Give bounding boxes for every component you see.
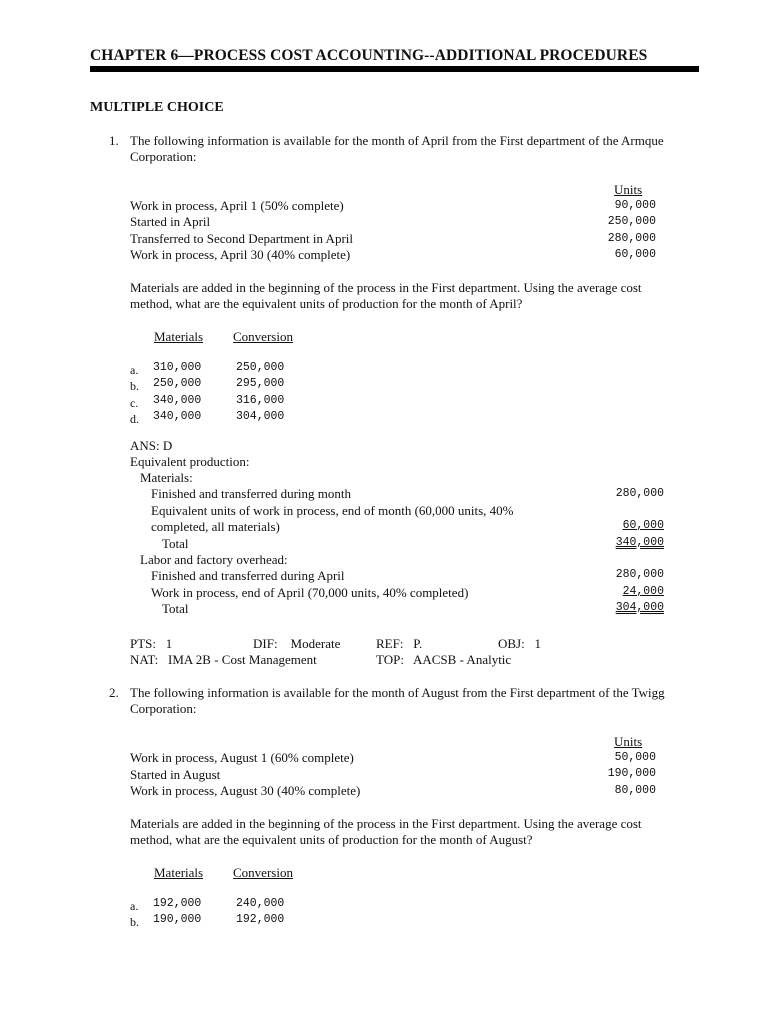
- q1-lab-total-value-wrap: [566, 600, 664, 616]
- q2-question-line1: Materials are added in the beginning of the process in the First department. Using the average cost: [130, 816, 642, 831]
- q1-mat-total-value: 340,000: [615, 536, 664, 549]
- title-rule: [90, 66, 699, 72]
- q1-number: 1.: [109, 133, 119, 148]
- q1-meta-dif: DIF: Moderate: [253, 636, 341, 651]
- q1-option-materials: 340,000: [153, 394, 202, 407]
- q1-option-materials: 250,000: [153, 377, 202, 390]
- q1-mat-wip-line1: Equivalent units of work in process, end of month (60,000 units, 40%: [151, 503, 514, 518]
- q1-lab-total-value: 304,000: [615, 601, 664, 614]
- q2-question-line2: method, what are the equivalent units of production for the month of August?: [130, 832, 533, 847]
- q1-answer: ANS: D: [130, 438, 173, 453]
- q1-row-value: 280,000: [607, 232, 656, 245]
- q1-materials-label: Materials:: [140, 470, 193, 485]
- q2-row-value: 80,000: [614, 784, 656, 797]
- q1-option-letter: d.: [130, 412, 139, 426]
- q1-meta-pts: PTS: 1: [130, 636, 173, 651]
- q1-option-conversion: 316,000: [236, 394, 285, 407]
- q1-lab-wip-value-wrap: [566, 584, 664, 600]
- q2-stem-line2: Corporation:: [130, 701, 197, 716]
- q1-option-letter: b.: [130, 379, 139, 393]
- q2-row-label: Work in process, August 30 (40% complete): [130, 783, 361, 798]
- q2-row-value: 190,000: [607, 767, 656, 780]
- q2-col-materials: Materials: [154, 865, 204, 880]
- q1-stem-line2: Corporation:: [130, 149, 197, 164]
- q2-option-conversion: 192,000: [236, 913, 285, 926]
- q1-mat-total-label: Total: [162, 536, 189, 551]
- section-heading: MULTIPLE CHOICE: [90, 100, 224, 115]
- q1-equiv-production: Equivalent production:: [130, 454, 250, 469]
- q1-row-label: Work in process, April 1 (50% complete): [130, 198, 344, 213]
- q1-row-value: 250,000: [607, 215, 656, 228]
- q1-row-label: Started in April: [130, 214, 211, 229]
- q1-meta-top: TOP: AACSB - Analytic: [376, 652, 512, 667]
- q2-col-conversion: Conversion: [233, 865, 293, 880]
- q1-option-conversion: 250,000: [236, 361, 285, 374]
- q1-units-header: Units: [614, 182, 643, 197]
- q2-option-materials: 192,000: [153, 897, 202, 910]
- q1-option-materials: 310,000: [153, 361, 202, 374]
- q1-mat-wip-line2: completed, all materials): [151, 519, 280, 534]
- q1-lab-finished: Finished and transferred during April: [151, 568, 345, 583]
- q2-stem-line1: The following information is available for the month of August from the First department of the Twigg: [130, 685, 665, 700]
- q2-row-value: 50,000: [614, 751, 656, 764]
- q1-meta-obj: OBJ: 1: [498, 636, 541, 651]
- q1-stem-line1: The following information is available for the month of April from the First department of the Armque: [130, 133, 664, 148]
- q1-option-letter: c.: [130, 396, 139, 410]
- q2-option-letter: a.: [130, 899, 139, 913]
- q1-col-materials: Materials: [154, 329, 204, 344]
- chapter-title: CHAPTER 6—PROCESS COST ACCOUNTING--ADDITIONAL PROCEDURES: [90, 47, 648, 64]
- q1-lab-wip-value: 24,000: [622, 585, 664, 598]
- q1-option-conversion: 304,000: [236, 410, 285, 423]
- q1-meta-ref: REF: P.: [376, 636, 423, 651]
- q2-units-header: Units: [614, 734, 643, 749]
- q1-mat-total-value-wrap: [566, 535, 664, 551]
- q1-option-conversion: 295,000: [236, 377, 285, 390]
- q2-option-letter: b.: [130, 915, 139, 929]
- q1-lab-total-label: Total: [162, 601, 189, 616]
- q1-option-letter: a.: [130, 363, 139, 377]
- q1-meta-nat: NAT: IMA 2B - Cost Management: [130, 652, 317, 667]
- q2-row-label: Work in process, August 1 (60% complete): [130, 750, 354, 765]
- q1-question-line2: method, what are the equivalent units of production for the month of April?: [130, 296, 523, 311]
- q1-mat-finished-value: 280,000: [615, 487, 664, 500]
- q1-col-conversion: Conversion: [233, 329, 293, 344]
- q2-row-label: Started in August: [130, 767, 221, 782]
- q1-row-value: 60,000: [614, 248, 656, 261]
- q1-mat-wip-value-wrap: [566, 518, 664, 534]
- q1-option-materials: 340,000: [153, 410, 202, 423]
- q2-option-conversion: 240,000: [236, 897, 285, 910]
- q1-mat-finished: Finished and transferred during month: [151, 486, 352, 501]
- q2-number: 2.: [109, 685, 119, 700]
- q1-row-label: Transferred to Second Department in April: [130, 231, 353, 246]
- q1-labor-label: Labor and factory overhead:: [140, 552, 288, 567]
- q1-lab-finished-value: 280,000: [615, 568, 664, 581]
- q1-lab-wip: Work in process, end of April (70,000 units, 40% completed): [151, 585, 469, 600]
- q1-question-line1: Materials are added in the beginning of the process in the First department. Using the average cost: [130, 280, 642, 295]
- q1-row-value: 90,000: [614, 199, 656, 212]
- q1-row-label: Work in process, April 30 (40% complete): [130, 247, 351, 262]
- q2-option-materials: 190,000: [153, 913, 202, 926]
- q1-mat-wip-value: 60,000: [622, 519, 664, 532]
